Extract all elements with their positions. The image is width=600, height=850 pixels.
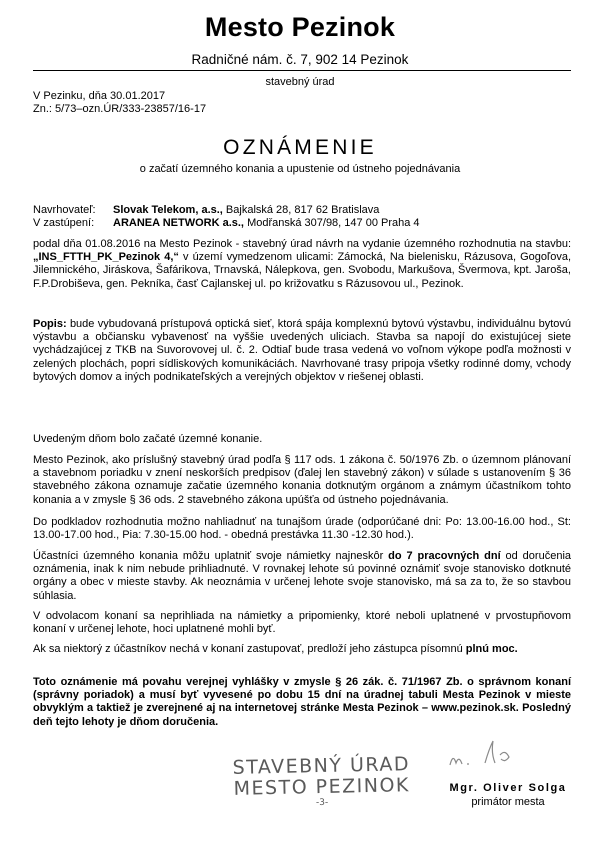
signatory-name: Mgr. Oliver Solga	[449, 782, 567, 794]
paragraph-inspection: Do podkladov rozhodnutia možno nahliadnuť na tunajšom úrade (odporúčané dni: Po: 13.00-16.00 hod., St: 13.00-17.00 hod., Pia: 7.30-15.00 hod. - obedná prestávka 11.30 -12.30 hod.).	[33, 516, 571, 542]
place-date: V Pezinku, dňa 30.01.2017	[33, 90, 166, 102]
stamp-line-1: STAVEBNÝ ÚRAD	[232, 753, 411, 779]
applicant-name: Slovak Telekom, a.s.,	[113, 204, 223, 216]
stamp-number: -3-	[315, 797, 329, 809]
representative-name: ARANEA NETWORK a.s.,	[113, 217, 244, 229]
applicant-address: Bajkalská 28, 817 62 Bratislava	[225, 204, 380, 216]
office-stamp	[232, 754, 410, 811]
office-name: stavebný úrad	[265, 76, 335, 88]
notice-title: OZNÁMENIE	[223, 136, 377, 159]
project-name: „INS_FTTH_PK_Pezinok 4,“	[33, 251, 179, 264]
paragraph-legal-basis: Mesto Pezinok, ako príslušný stavebný úrad podľa § 117 ods. 1 zákona č. 50/1976 Zb. o územnom plánovaní a stavebnom poriadku v znení neskorších predpisov (ďalej len stavebný zákon) v súlade s ustanovením § 36 stavebného zákona oznamuje začatie územného konania dotknutým orgánom a známym účastníkom tohto konania a v zmysle § 36 ods. 2 stavebného zákona upúšťa od ústneho pojednávania.	[33, 454, 571, 506]
paragraph-representation: Ak sa niektorý z účastníkov nechá v konaní zastupovať, predloží jeho zástupca písomnú plnú moc.	[33, 643, 518, 655]
power-of-attorney: plnú moc.	[465, 643, 518, 655]
representative-address: Modřanská 307/98, 147 00 Praha 4	[247, 217, 420, 229]
paragraph-description: Popis: bude vybudovaná prístupová optická sieť, ktorá spája komplexnú bytovú výstavbu, individuálnu bytovú výstavbu a občiansku vybavenosť na vyššie uvedených uliciach. Stavba sa napojí do existujúcej siete vychádzajúcej z TKB na Suvorovovej ul. č. 2. Odtiaľ bude trasa vedená vo voľnom výkope podľa možnosti v zelených plochách, popri sídliskových komunikáciách. Navrhované trasy pripoja všetky rodinné domy, vchody bytových domov a iných podnikateľských a verejných objektov v riešenej oblasti.	[33, 318, 571, 383]
paragraph-appeal: V odvolacom konaní sa neprihliada na námietky a pripomienky, ktoré neboli uplatnené v prvostupňovom konaní v určenej lehote, hoci uplatnené mohli byť.	[33, 610, 571, 636]
representative-line	[33, 217, 420, 230]
description-label: Popis:	[33, 318, 67, 330]
paragraph-objections: Účastníci územného konania môžu uplatniť svoje námietky najneskôr do 7 pracovných dní od doručenia oznámenia, inak k nim nebude prihliadnuté. V rovnakej lehote sú povinné oznámiť svoje stanovisko dotknuté orgány a obec v mieste stavby. Ak neoznámia v určenej lehote svoje stanovisko, má sa za to, že so stavbou súhlasia.	[33, 550, 571, 602]
paragraph-started: Uvedeným dňom bolo začaté územné konanie.	[33, 433, 263, 445]
paragraph-public-notice: Toto oznámenie má povahu verejnej vyhlášky v zmysle § 26 zák. č. 71/1967 Zb. o správnom konaní (správny poriadok) a musí byť vyvesené po dobu 15 dní na úradnej tabuli Mesta Pezinok v mieste obvyklým a taktiež je zverejnené aj na internetovej stránke Mesta Pezinok – www.pezinok.sk. Posledný deň tejto lehoty je dňom doručenia.	[33, 676, 571, 728]
stamp-line-2: MESTO PEZINOK	[233, 774, 411, 800]
file-number: Zn.: 5/73–ozn.ÚR/333-23857/16-17	[33, 103, 207, 115]
notice-subtitle: o začatí územného konania a upustenie od ústneho pojednávania	[139, 163, 461, 175]
deadline-emphasis: do 7 pracovných dní	[388, 550, 501, 562]
handwritten-signature	[445, 735, 525, 775]
authority-address: Radničné nám. č. 7, 902 14 Pezinok	[191, 52, 409, 67]
applicant-line	[33, 204, 379, 217]
signatory-role: primátor mesta	[471, 796, 545, 808]
document-meta	[33, 90, 206, 116]
header-rule	[33, 70, 571, 71]
applicant-label: Navrhovateľ:	[33, 204, 96, 216]
paragraph-application: podal dňa 01.08.2016 na Mesto Pezinok - stavebný úrad návrh na vydanie územného rozhodnutia na stavbu: „INS_FTTH_PK_Pezinok 4,“ v území vymedzenom ulicami: Zámocká, Na bielenisku, Rázusova, Gogoľova, Jilemnického, Jiráskova, Šafárikova, Trnavská, Nálepkova, gen. Svobodu, Markušova, Švermova, kpt. Jaroša, F.P.Drobiševa, gen. Pekníka, časť Cajlanskej ul. po križovatku s Rázusovou ul., Pezinok.	[33, 238, 571, 290]
representative-label: V zastúpení:	[33, 217, 95, 229]
authority-title: Mesto Pezinok	[204, 12, 396, 42]
